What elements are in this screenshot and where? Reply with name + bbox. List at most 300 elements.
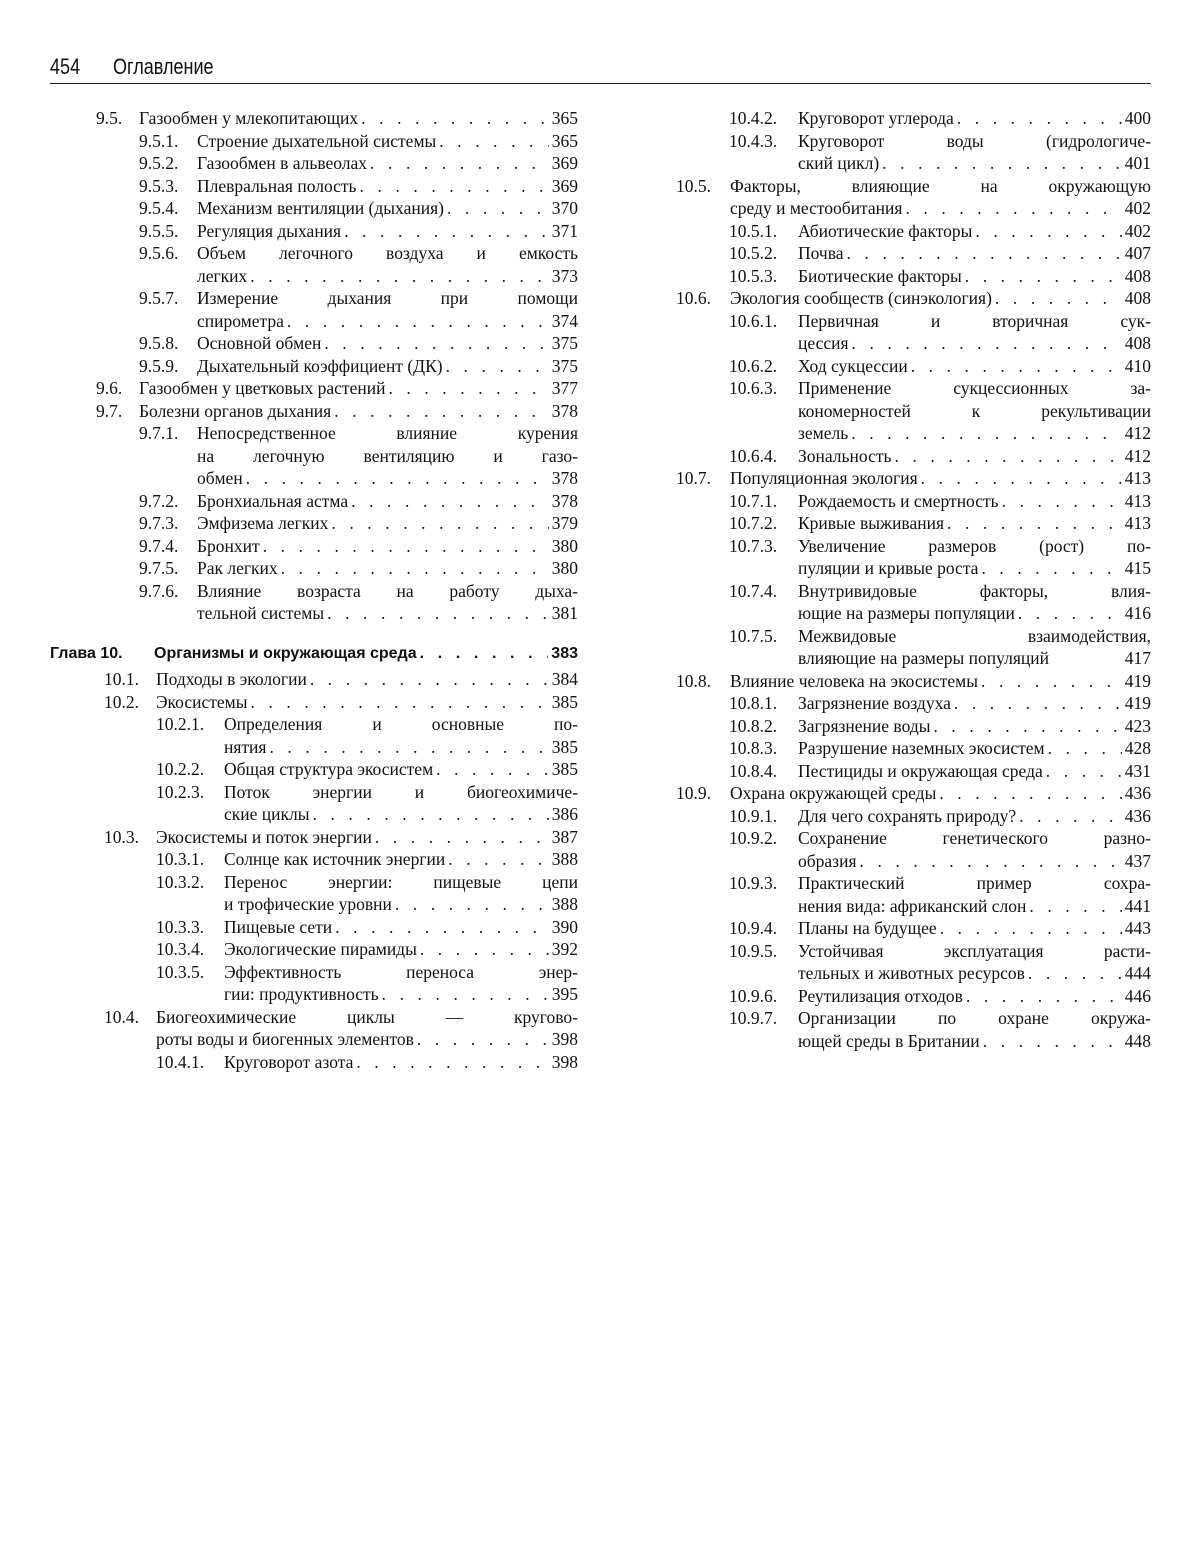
entry-title-block <box>798 917 1151 940</box>
entry-last-line <box>197 535 578 558</box>
entry-number: 10.5. <box>676 175 711 196</box>
toc-left-column <box>50 107 578 1073</box>
entry-title-line: Сохранение генетического разно- <box>798 828 1151 848</box>
entry-last-line <box>798 602 1151 625</box>
entry-number: 10.9.7. <box>729 1008 778 1028</box>
page-reference: 398 <box>551 1029 578 1049</box>
entry-title-line: Биотические факторы <box>798 265 962 286</box>
page-reference: 398 <box>551 1051 578 1072</box>
leader-dots <box>882 152 1122 175</box>
entry-number: 9.6. <box>96 378 123 398</box>
entry-number: 10.2. <box>104 691 139 712</box>
toc-entry <box>50 938 578 961</box>
toc-entry <box>676 490 1151 513</box>
entry-number: 10.4.2. <box>729 108 778 128</box>
leader-dots <box>1046 760 1122 783</box>
entry-number: 10.6. <box>676 288 711 308</box>
page-reference: 423 <box>1124 715 1151 736</box>
entry-number: 10.8.1. <box>729 693 778 713</box>
leader-dots <box>911 355 1122 378</box>
entry-title-block <box>798 310 1151 355</box>
toc-entry <box>676 737 1151 760</box>
entry-title-line: образия <box>798 850 857 871</box>
entry-last-line <box>224 736 578 759</box>
page-reference: 369 <box>551 153 578 173</box>
leader-dots <box>965 265 1122 288</box>
toc-entry <box>676 670 1151 693</box>
leader-dots <box>246 467 549 490</box>
leader-dots <box>954 692 1122 715</box>
entry-title-line: ские циклы <box>224 804 310 824</box>
toc-entry <box>50 332 578 355</box>
page-reference: 401 <box>1124 153 1151 173</box>
entry-last-line <box>224 916 578 939</box>
entry-number: 10.6.2. <box>729 355 778 376</box>
toc-entry <box>50 107 578 130</box>
entry-title-block <box>156 668 578 691</box>
page-reference: 380 <box>551 535 578 556</box>
entry-number: 10.6.3. <box>729 378 778 398</box>
toc-entry <box>676 692 1151 715</box>
entry-title-line: ющей среды в Британии <box>798 1030 980 1051</box>
toc-entry <box>50 758 578 781</box>
page-reference: 375 <box>551 333 578 353</box>
page-reference: 402 <box>1124 198 1151 218</box>
entry-title-line: Пищевые сети <box>224 916 333 937</box>
entry-title-block <box>197 355 578 378</box>
entry-title-line: Факторы, влияющие на окружающую <box>730 175 1151 196</box>
entry-last-line <box>730 782 1151 805</box>
entry-title-line: Эмфизема легких <box>197 513 329 533</box>
leader-dots <box>370 152 549 175</box>
entry-title-block <box>798 107 1151 130</box>
leader-dots <box>1019 805 1122 828</box>
entry-title-line: Газообмен у цветковых растений <box>139 378 386 398</box>
entry-last-line <box>798 490 1151 513</box>
leader-dots <box>1002 490 1122 513</box>
entry-number: 10.8. <box>676 670 711 691</box>
toc-entry <box>676 107 1151 130</box>
toc-entry <box>676 625 1151 670</box>
toc-entry <box>50 535 578 558</box>
toc-right-column <box>676 107 1151 1052</box>
toc-entry <box>50 580 578 625</box>
entry-last-line <box>798 445 1151 468</box>
entry-title-block <box>730 467 1151 490</box>
page-reference: 365 <box>551 108 578 128</box>
entry-title-block <box>224 758 578 781</box>
toc-entry <box>50 152 578 175</box>
entry-number: 10.7. <box>676 468 711 488</box>
entry-title-line: Экосистемы <box>156 691 248 712</box>
entry-number: 10.9.2. <box>729 828 778 848</box>
entry-title-block <box>730 175 1151 220</box>
leader-dots <box>331 512 548 535</box>
entry-last-line <box>798 985 1151 1008</box>
entry-title-block <box>197 197 578 220</box>
page-header <box>50 50 1151 84</box>
entry-last-line <box>139 377 578 400</box>
entry-number: 9.7.1. <box>139 423 179 443</box>
entry-number: 9.7.6. <box>139 580 179 601</box>
entry-last-line <box>197 265 578 288</box>
page-reference: 378 <box>551 490 578 511</box>
page-reference: 402 <box>1124 220 1151 241</box>
toc-entry <box>676 985 1151 1008</box>
entry-title-line: Биогеохимические циклы — кругово- <box>156 1006 578 1027</box>
entry-title-line: Поток энергии и биогеохимиче- <box>224 781 578 802</box>
entry-last-line <box>197 220 578 243</box>
leader-dots <box>313 803 549 826</box>
entry-last-line <box>139 400 578 423</box>
entry-last-line <box>197 197 578 220</box>
entry-title-line: и трофические уровни <box>224 894 392 914</box>
entry-title-line: Механизм вентиляции (дыхания) <box>197 198 444 218</box>
leader-dots <box>957 107 1122 130</box>
entry-title-block <box>798 715 1151 738</box>
entry-title-line: Организации по охране окружа- <box>798 1008 1151 1028</box>
entry-last-line <box>197 152 578 175</box>
entry-title-line: цессия <box>798 333 849 353</box>
entry-title-block <box>139 377 578 400</box>
entry-last-line <box>730 197 1151 220</box>
entry-number: 10.4.1. <box>156 1051 205 1072</box>
leader-dots <box>439 130 548 153</box>
toc-entry <box>50 287 578 332</box>
entry-title-line: Экологические пирамиды <box>224 939 417 959</box>
leader-dots <box>983 1030 1122 1053</box>
entry-title-block <box>798 445 1151 468</box>
toc-entry <box>50 826 578 849</box>
entry-last-line <box>730 670 1151 693</box>
page-reference: 387 <box>551 826 578 847</box>
toc-entry <box>676 175 1151 220</box>
entry-last-line <box>798 760 1151 783</box>
entry-number: 9.5.2. <box>139 153 179 173</box>
leader-dots <box>860 850 1122 873</box>
entry-number: 10.9.1. <box>729 805 778 826</box>
entry-title-line: Для чего сохранять природу? <box>798 805 1017 826</box>
entry-last-line <box>154 643 578 666</box>
entry-number: 10.9.6. <box>729 985 778 1006</box>
toc-entry <box>676 535 1151 580</box>
page-reference: 443 <box>1124 918 1151 938</box>
entry-title-line: Охрана окружающей среды <box>730 783 937 803</box>
page-reference: 415 <box>1124 558 1151 578</box>
entry-number: 10.4.3. <box>729 130 778 151</box>
entry-title-line: Рак легких <box>197 558 278 578</box>
leader-dots <box>360 175 549 198</box>
toc-entry <box>50 512 578 535</box>
leader-dots <box>981 670 1122 693</box>
entry-number: 10.5.2. <box>729 243 778 263</box>
page-reference: 412 <box>1124 423 1151 443</box>
entry-number: 10.7.3. <box>729 535 778 556</box>
entry-title-line: Болезни органов дыхания <box>139 400 332 421</box>
entry-number: 9.5.9. <box>139 355 179 376</box>
page-reference: 378 <box>551 468 578 488</box>
entry-last-line <box>798 805 1151 828</box>
toc-entry <box>676 310 1151 355</box>
toc-entry <box>676 467 1151 490</box>
entry-title-block <box>197 130 578 153</box>
page-reference: 407 <box>1124 243 1151 263</box>
toc-entry <box>676 782 1151 805</box>
page-reference: 380 <box>551 558 578 578</box>
leader-dots <box>940 917 1122 940</box>
entry-title-block <box>798 130 1151 175</box>
entry-title-block <box>156 691 578 714</box>
entry-title-block <box>730 782 1151 805</box>
leader-dots <box>947 512 1122 535</box>
entry-number: 9.5.8. <box>139 333 179 353</box>
entry-title-line: Перенос энергии: пищевые цепи <box>224 871 578 892</box>
entry-last-line <box>798 557 1151 580</box>
leader-dots <box>250 265 548 288</box>
page-reference: 386 <box>551 804 578 824</box>
entry-title-block <box>798 220 1151 243</box>
entry-title-block <box>224 938 578 961</box>
page-reference: 419 <box>1124 670 1151 691</box>
page-reference: 410 <box>1124 355 1151 376</box>
entry-title-line: влияющие на размеры популяций <box>798 648 1049 668</box>
entry-title-block <box>197 220 578 243</box>
page-reference: 385 <box>551 736 578 757</box>
toc-entry <box>676 220 1151 243</box>
entry-title-block <box>197 287 578 332</box>
page-reference: 377 <box>551 378 578 398</box>
entry-title-line: Экосистемы и поток энергии <box>156 826 372 847</box>
page-reference: 441 <box>1124 895 1151 916</box>
entry-last-line <box>224 983 578 1006</box>
page-reference: 437 <box>1124 850 1151 871</box>
entry-last-line <box>197 602 578 625</box>
entry-title-block <box>798 872 1151 917</box>
entry-title-line: Непосредственное влияние курения <box>197 423 578 443</box>
page-reference: 416 <box>1124 603 1151 623</box>
entry-last-line <box>197 175 578 198</box>
toc-entry <box>50 220 578 243</box>
entry-last-line <box>798 422 1151 445</box>
entry-title-line: Основной обмен <box>197 333 322 353</box>
entry-last-line <box>798 1030 1151 1053</box>
entry-last-line <box>798 265 1151 288</box>
entry-title-line: ский цикл) <box>798 153 880 173</box>
entry-title-block <box>224 961 578 1006</box>
leader-dots <box>324 332 548 355</box>
entry-title-line: Бронхиальная астма <box>197 490 349 511</box>
entry-number: 10.9.5. <box>729 940 778 961</box>
entry-last-line <box>156 691 578 714</box>
entry-title-line: Внутривидовые факторы, влия- <box>798 580 1151 601</box>
toc-entry <box>50 668 578 691</box>
entry-title-block <box>197 557 578 580</box>
entry-title-block <box>224 848 578 871</box>
entry-title-line: спирометра <box>197 310 284 331</box>
entry-last-line <box>798 850 1151 873</box>
page-reference: 412 <box>1124 445 1151 466</box>
leader-dots <box>356 1051 548 1074</box>
page-reference: 448 <box>1124 1030 1151 1051</box>
toc-entry <box>50 848 578 871</box>
leader-dots <box>420 938 549 961</box>
entry-title-block <box>139 107 578 130</box>
entry-number: 10.2.2. <box>156 759 205 779</box>
toc-entry <box>676 130 1151 175</box>
entry-last-line <box>730 287 1151 310</box>
entry-title-block <box>798 692 1151 715</box>
entry-title-line: Абиотические факторы <box>798 220 973 241</box>
entry-title-line: Популяционная экология <box>730 468 918 488</box>
entry-last-line <box>798 107 1151 130</box>
entry-title-block <box>798 760 1151 783</box>
toc-entry <box>676 1007 1151 1052</box>
page-reference: 378 <box>551 400 578 421</box>
entry-title-block <box>798 490 1151 513</box>
entry-title-line: Эффективность переноса энер- <box>224 961 578 982</box>
entry-title-block <box>224 871 578 916</box>
entry-title-line: Круговорот углерода <box>798 108 954 128</box>
entry-last-line <box>798 895 1151 918</box>
page-reference: 374 <box>551 310 578 331</box>
leader-dots <box>388 377 548 400</box>
entry-title-block <box>197 512 578 535</box>
entry-title-line: Реутилизация отходов <box>798 985 963 1006</box>
page-reference: 392 <box>551 939 578 959</box>
entry-last-line <box>224 758 578 781</box>
entry-number: 10.8.2. <box>729 715 778 736</box>
toc-entry <box>50 197 578 220</box>
leader-dots <box>334 400 549 423</box>
entry-number: 10.5.1. <box>729 220 778 241</box>
entry-title-block <box>798 242 1151 265</box>
page-reference: 413 <box>1124 490 1151 511</box>
leader-dots <box>1029 895 1121 918</box>
entry-last-line <box>798 692 1151 715</box>
leader-dots <box>420 643 549 666</box>
leader-dots <box>894 445 1121 468</box>
entry-title-line: Экология сообществ (синэкология) <box>730 288 992 308</box>
leader-dots <box>310 668 549 691</box>
entry-last-line <box>197 355 578 378</box>
entry-number: 9.5.7. <box>139 288 179 308</box>
leader-dots <box>361 107 549 130</box>
leader-dots <box>966 985 1122 1008</box>
entry-title-line: Общая структура экосистем <box>224 759 434 779</box>
entry-title-line: тельной системы <box>197 603 325 623</box>
entry-title-block <box>224 916 578 939</box>
entry-title-line: среду и местообитания <box>730 198 903 218</box>
entry-number: Глава 10. <box>50 644 123 662</box>
page-reference: 395 <box>551 984 578 1004</box>
page-reference: 428 <box>1124 738 1151 758</box>
page-reference: 375 <box>551 355 578 376</box>
entry-title-line: Плевральная полость <box>197 175 357 196</box>
entry-title-line: Влияние человека на экосистемы <box>730 670 979 691</box>
entry-title-line: Солнце как источник энергии <box>224 849 446 869</box>
toc-entry <box>676 872 1151 917</box>
entry-title-block <box>730 670 1151 693</box>
toc-entry <box>676 805 1151 828</box>
entry-last-line <box>224 848 578 871</box>
page-reference: 365 <box>551 130 578 151</box>
entry-number: 9.5.4. <box>139 198 179 218</box>
entry-title-block <box>224 1051 578 1074</box>
leader-dots <box>847 242 1122 265</box>
entry-last-line <box>798 152 1151 175</box>
toc-entry <box>676 580 1151 625</box>
toc-entry <box>676 512 1151 535</box>
entry-title-line: на легочную вентиляцию и газо- <box>197 445 578 466</box>
toc-entry <box>676 242 1151 265</box>
toc-entry <box>676 760 1151 783</box>
entry-last-line <box>798 715 1151 738</box>
entry-last-line <box>197 130 578 153</box>
entry-title-line: Регуляция дыхания <box>197 220 342 241</box>
entry-number: 10.5.3. <box>729 265 778 286</box>
entry-last-line <box>224 938 578 961</box>
toc-entry <box>676 265 1151 288</box>
entry-last-line <box>798 332 1151 355</box>
entry-number: 9.5.3. <box>139 175 179 196</box>
page-reference: 413 <box>1124 513 1151 533</box>
entry-title-line: Зональность <box>798 445 892 466</box>
toc-entry <box>50 781 578 826</box>
page-reference: 384 <box>551 669 578 689</box>
toc-entry <box>676 445 1151 468</box>
entry-title-line: Межвидовые взаимодействия, <box>798 625 1151 646</box>
entry-number: 10.2.1. <box>156 714 205 734</box>
toc-entry <box>676 355 1151 378</box>
entry-title-line: гии: продуктивность <box>224 984 379 1004</box>
entry-title-line: Бронхит <box>197 535 260 556</box>
entry-number: 9.5.5. <box>139 220 179 241</box>
entry-title-line: Первичная и вторичная сук- <box>798 310 1151 331</box>
toc-entry <box>676 287 1151 310</box>
entry-title-line: Ход сукцессии <box>798 355 908 376</box>
entry-title-line: нятия <box>224 736 267 757</box>
entry-number: 10.3.3. <box>156 916 205 937</box>
entry-title-block <box>798 985 1151 1008</box>
entry-number: 9.7.2. <box>139 490 179 511</box>
entry-title-block <box>197 152 578 175</box>
entry-number: 10.7.1. <box>729 490 778 511</box>
entry-last-line <box>197 490 578 513</box>
page-reference: 419 <box>1124 693 1151 713</box>
entry-title-line: Устойчивая эксплуатация расти- <box>798 940 1151 961</box>
toc-entry <box>50 916 578 939</box>
entry-number: 10.9. <box>676 783 711 803</box>
page-reference: 436 <box>1124 783 1151 803</box>
entry-last-line <box>156 1028 578 1051</box>
leader-dots <box>344 220 549 243</box>
page-reference: 417 <box>1124 648 1151 668</box>
entry-title-block <box>197 242 578 287</box>
toc-entry <box>50 377 578 400</box>
page-reference: 370 <box>551 198 578 218</box>
entry-title-block <box>798 1007 1151 1052</box>
entry-number: 10.7.4. <box>729 580 778 601</box>
leader-dots <box>981 557 1121 580</box>
entry-title-block <box>798 355 1151 378</box>
toc-entry <box>50 490 578 513</box>
toc-entry <box>676 715 1151 738</box>
leader-dots <box>382 983 549 1006</box>
chapter-entry <box>50 643 578 666</box>
entry-number: 10.1. <box>104 669 139 689</box>
entry-title-line: Круговорот азота <box>224 1051 354 1072</box>
entry-title-line: Загрязнение воды <box>798 715 931 736</box>
